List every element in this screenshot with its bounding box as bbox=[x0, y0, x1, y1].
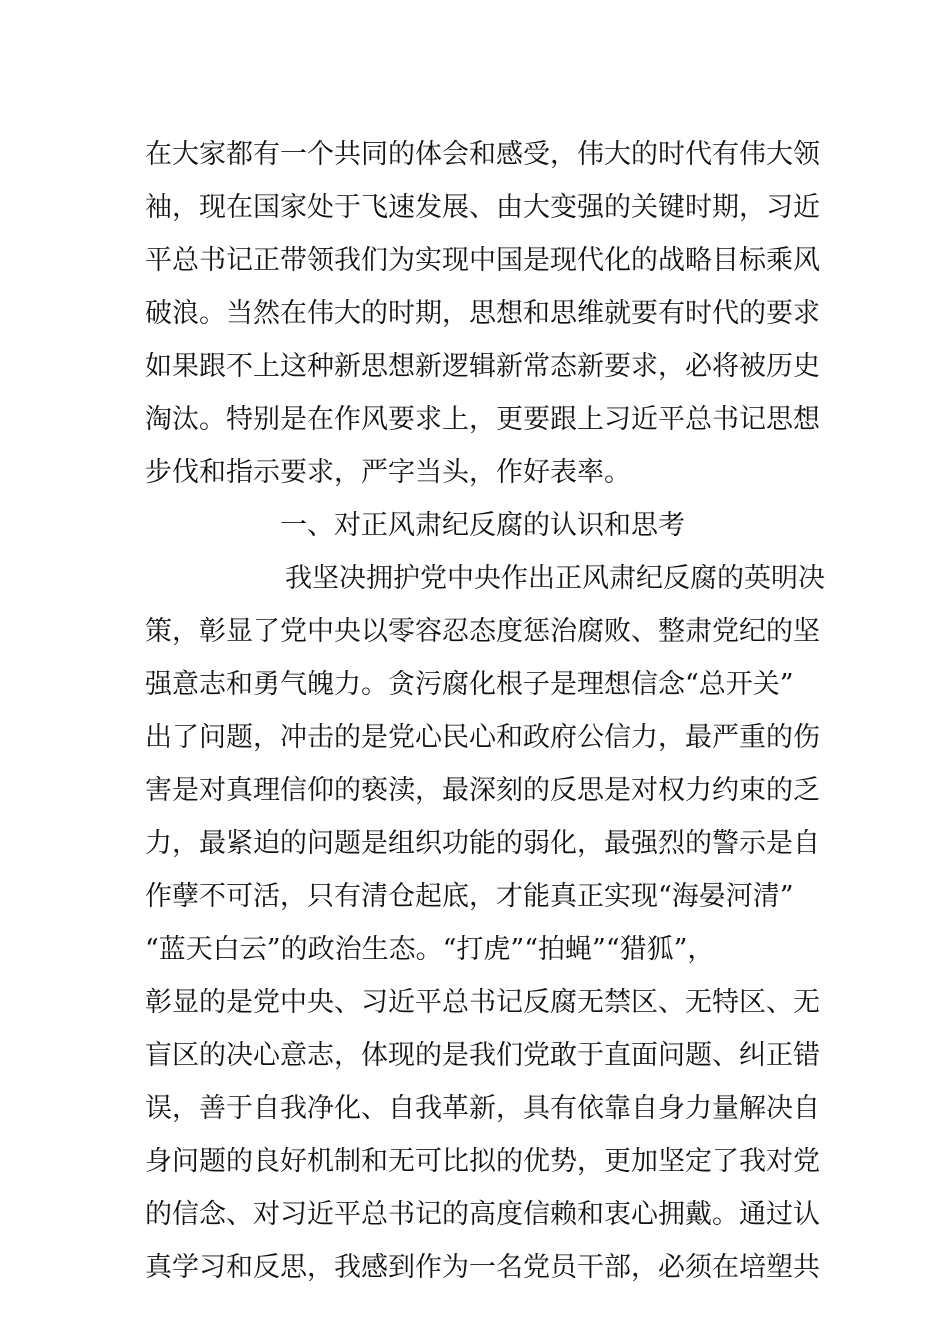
body-line: “蓝天白云”的政治生态。“打虎”“拍蝇”“猎狐”， bbox=[145, 934, 715, 965]
body-line: 真学习和反思，我感到作为一名党员干部，必须在培塑共 bbox=[145, 1252, 820, 1283]
paragraph-first-line: 我坚决拥护党中央作出正风肃纪反腐的英明决 bbox=[285, 563, 825, 594]
body-line: 在大家都有一个共同的体会和感受，伟大的时代有伟大领 bbox=[145, 139, 820, 170]
body-line: 如果跟不上这种新思想新逻辑新常态新要求，必将被历史 bbox=[145, 351, 820, 382]
body-line: 彰显的是党中央、习近平总书记反腐无禁区、无特区、无 bbox=[145, 987, 820, 1018]
body-line: 作孽不可活，只有清仓起底，才能真正实现“海晏河清” bbox=[145, 881, 794, 912]
body-line: 出了问题，冲击的是党心民心和政府公信力，最严重的伤 bbox=[145, 722, 820, 753]
body-line: 破浪。当然在伟大的时期，思想和思维就要有时代的要求 bbox=[145, 298, 820, 329]
document-body bbox=[145, 128, 825, 1294]
body-line: 盲区的决心意志，体现的是我们党敢于直面问题、纠正错 bbox=[145, 1040, 820, 1071]
body-line: 步伐和指示要求，严字当头，作好表率。 bbox=[145, 457, 631, 488]
body-line: 误，善于自我净化、自我革新，具有依靠自身力量解决自 bbox=[145, 1093, 820, 1124]
body-line: 的信念、对习近平总书记的高度信赖和衷心拥戴。通过认 bbox=[145, 1199, 820, 1230]
body-line: 害是对真理信仰的亵渎，最深刻的反思是对权力约束的乏 bbox=[145, 775, 820, 806]
body-line: 强意志和勇气魄力。贪污腐化根子是理想信念“总开关” bbox=[145, 669, 794, 700]
section-heading: 一、对正风肃纪反腐的认识和思考 bbox=[280, 510, 685, 541]
body-line: 策，彰显了党中央以零容忍态度惩治腐败、整肃党纪的坚 bbox=[145, 616, 820, 647]
body-line: 平总书记正带领我们为实现中国是现代化的战略目标乘风 bbox=[145, 245, 820, 276]
body-line: 淘汰。特别是在作风要求上，更要跟上习近平总书记思想 bbox=[145, 404, 820, 435]
body-line: 袖，现在国家处于飞速发展、由大变强的关键时期，习近 bbox=[145, 192, 820, 223]
body-line: 力，最紧迫的问题是组织功能的弱化，最强烈的警示是自 bbox=[145, 828, 820, 859]
body-line: 身问题的良好机制和无可比拟的优势，更加坚定了我对党 bbox=[145, 1146, 820, 1177]
